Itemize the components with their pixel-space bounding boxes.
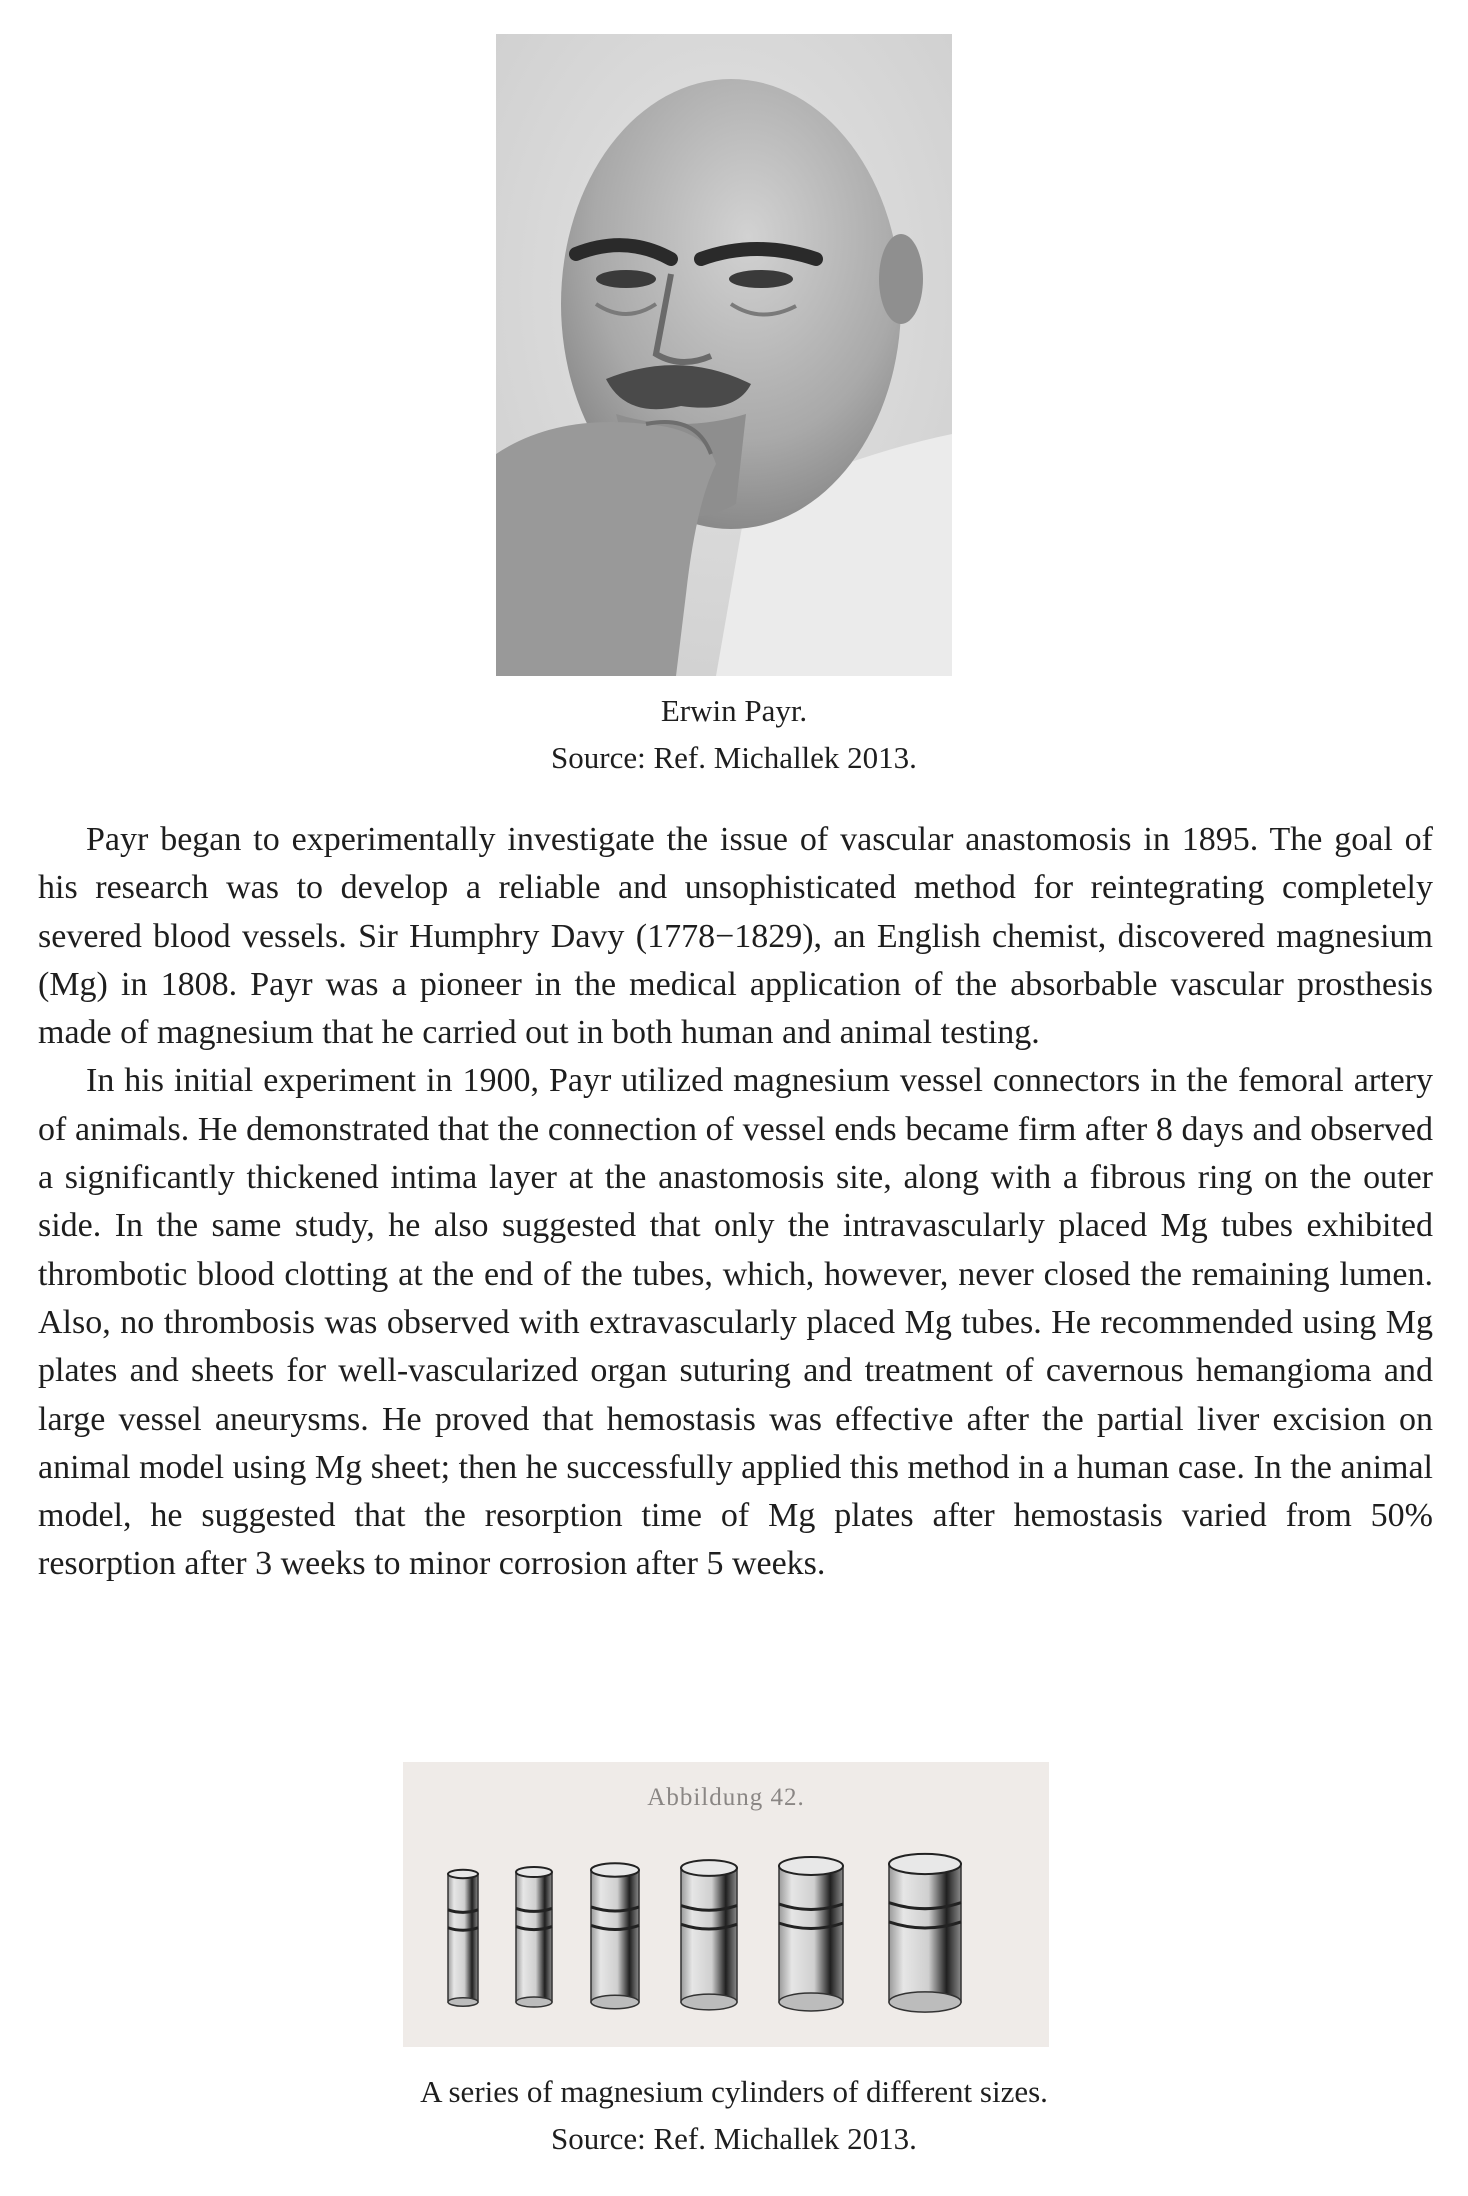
portrait-photo-erwin-payr xyxy=(496,34,952,676)
cylinders-caption-title: A series of magnesium cylinders of different sizes. xyxy=(420,2074,1048,2109)
cylinders-caption-source: Source: Ref. Michallek 2013. xyxy=(551,2121,917,2156)
cylinder xyxy=(448,1870,478,2006)
paragraph: In his initial experiment in 1900, Payr utilized magnesium vessel connectors in the femoral artery of animals. He demonstrated that the connection of vessel ends became firm after 8 days and observed a significantly thickened intima layer at the anastomosis site, along with a fibrous ring on the outer side. In the same study, he also suggested that only the intravascularly placed Mg tubes exhibited thrombotic blood clotting at the end of the tubes, which, however, never closed the remaining lumen. Also, no thrombosis was observed with extravascularly placed Mg tubes. He recommended using Mg plates and sheets for well-vascularized organ suturing and treatment of cavernous hemangioma and large vessel aneurysms. He proved that hemostasis was effective after the partial liver excision on animal model using Mg sheet; then he successfully applied this method in a human case. In the animal model, he suggested that the resorption time of Mg plates after hemostasis varied from 50% resorption after 3 weeks to minor corrosion after 5 weeks. xyxy=(38,1062,1433,1583)
magnesium-cylinders-figure xyxy=(403,1762,1049,2047)
cylinder xyxy=(681,1860,737,2010)
portrait-caption-title: Erwin Payr. xyxy=(660,693,808,728)
cylinders-group xyxy=(448,1854,961,2012)
cylinder xyxy=(516,1867,552,2007)
paragraph: Payr began to experimentally investigate the issue of vascular anastomosis in 1895. The goal of his research was to develop a reliable and unsophisticated method for reintegrating completely severed blood vessels. Sir Humphry Davy (1778−1829), an English chemist, discovered magnesium (Mg) in 1808. Payr was a pioneer in the medical application of the absorbable vascular prosthesis made of magnesium that he carried out in both human and animal testing. xyxy=(38,821,1433,1052)
cylinder xyxy=(889,1854,961,2012)
portrait-caption xyxy=(0,687,1468,781)
portrait-illustration xyxy=(496,34,952,676)
cylinder xyxy=(779,1857,843,2011)
cylinders-caption xyxy=(0,2068,1468,2162)
figure-label: Abbildung 42. xyxy=(647,1784,805,1811)
cylinder xyxy=(591,1863,639,2008)
body-text xyxy=(38,816,1433,1589)
portrait-caption-source: Source: Ref. Michallek 2013. xyxy=(551,740,917,775)
